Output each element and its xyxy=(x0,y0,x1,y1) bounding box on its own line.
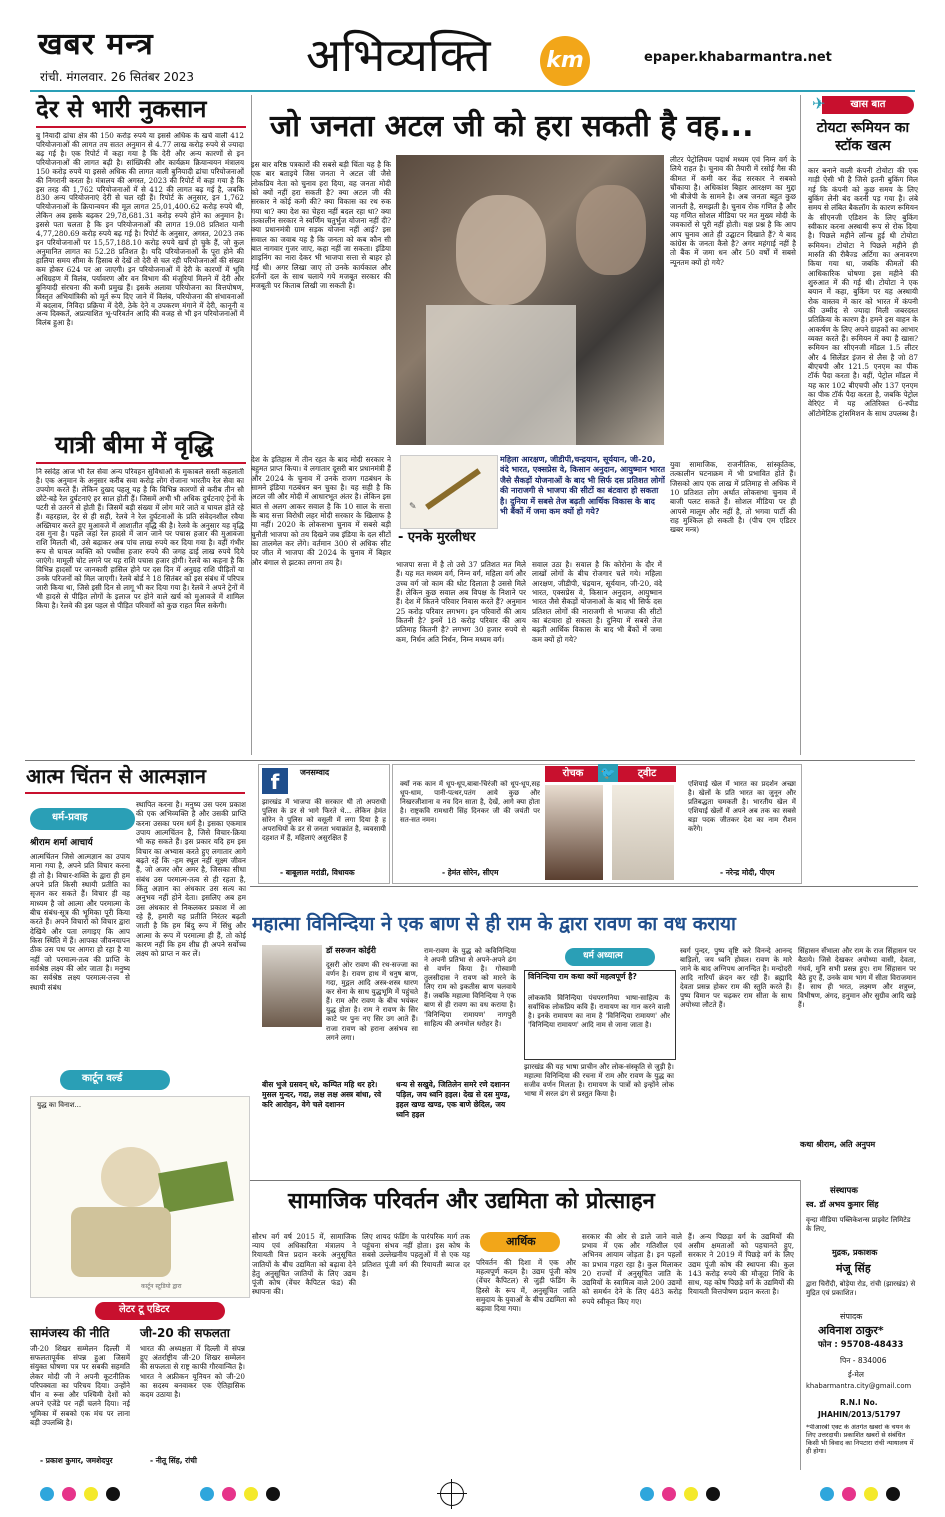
registration-mark xyxy=(886,1487,900,1501)
editorial2-body: नि स्संदेह आज भी रेल सेवा अन्य परिवहन सुविधाओं के मुकाबले सस्ती कहलाती है। एक अनुमान के अनुसार करीब सवा करोड़ लोग रोजाना भारतीय रेल सेवा का उपयोग करते हैं। लेकिन दुखद पहलू यह है कि विभिन्न कारणों से करीब तीन सौ छोटे-बड़े रेल दुर्घटनाएं हर साल होती हैं। जिसमें अभी भी अधिक दुर्घटनाएं ट्रेनों के पटरी से उतरने से होती हैं। जिसमें बड़ी संख्या में लोग मारे जाते व घायल होते रहे हैं। वहरहाल, देर से ही सही, रेलवे ने रेल दुर्घटनाओं के प्रति संवेदनशील रवैया अख्तियार करते हुए मुआवजे में आशातीत वृद्धि की है। रेलवे के अनुसार यह वृद्धि दस गुना है। पहले जहां रेल हादसे में जान जाने पर पचास हजार की मुआवजा राशि मिलती थी, उसे बढ़ाकर अब पांच लाख रुपये कर दिया गया है। वहीं गंभीर रूप से घायल व्यक्ति को पच्चीस हजार रुपये की जगह ढाई लाख रुपये दिये जाएंगे। मामूली चोट लगने पर यह राशि पचास हजार होगी। रेलवे का कहना है कि विभिन्न हादसों पर जानकारी हासिल होने पर दस दिन में अनुग्रह राशि पीड़ितों या उनके परिजनों को मिल जाएगी। रेलवे बोर्ड ने 18 सितंबर को इस संबंध में परिपत्र जारी किया था, जिसे इसी दिन से लागू भी कर दिया गया है। रेलवे ने अपने ट्रेनों में भी हादसे से पीड़ित लोगों के इलाज पर होने वाले खर्च को मुआवजे में शामिल किया है। रेलवे की इस पहल से पीड़ित परिवारों को कुछ राहत मिल सकेगी। xyxy=(36,468,244,610)
imprint-email-label: ई-मेल xyxy=(848,1370,864,1379)
imprint-name1: मंजू सिंह xyxy=(836,1262,871,1275)
samajik-col2: लिए शायद फंडिंग के पारंपरिक मार्ग तक पहुंचना संभव नहीं होता। इस कोष के सबसे उल्लेखनीय पहलुओं में से एक यह प्रतिशत पूंजी वर्ग की रियायती ब्याज दर है। xyxy=(362,1232,470,1278)
mahatma-col1: दूसरी ओर रावण की रथ-सज्जा का वर्णन है। रावण हाथ में धनुष बाण, गदा, मुद्गल आदि अस्त्र-शस्त्र धारण कर सेना के साथ युद्धभूमि में पहुंचते हैं। राम और रावण के बीच भयंकर युद्ध होता है। राम ने रावण के सिर काटे पर पुनः नए सिर उग आते हैं। राजा रावण को हराना असंभव सा लगने लगा। xyxy=(326,960,418,1042)
mahatma-col2: राम-रावण के युद्ध को कविनिन्दिया ने अपनी प्रतिभा से अपने-अपने ढंग से वर्णन किया है। गोस्वामी तुलसीदास ने रावण को मारने के लिए राम को इकतीस बाण चलवाये हैं। जबकि महात्मा विनिन्दिया ने एक बाण से ही रावण का वध कराया है। 'विनिन्दिया रामायण' नागपुरी साहित्य की अनमोल धरोहर है। xyxy=(424,946,516,1028)
imprint-phone: फोन : 95708-48433 xyxy=(818,1340,904,1350)
samajik-col1: सौरभ वर्ग वर्ष 2015 में, सामाजिक न्याय एवं अधिकारिता मंत्रालय ने रियायती वित्त प्रदान करके अनुसूचित जातियों के बीच उद्यमिता को बढ़ावा देने हेतु अनुसूचित जातियों के लिए उद्यम पूंजी कोष (वेंचर कैपिटल फंड) की स्थापना की। xyxy=(252,1232,356,1297)
main-col4: भाजपा सत्ता में है तो उसे 37 प्रतिशत मत मिले हैं। यह मत मध्यम वर्ग, निम्न वर्ग, महिला वर्ग और उच्च वर्ग जो काम की थोट दिलाता है उससे मिले हैं। लेकिन कुछ सवाल अब विपक्ष के निशाने पर हैं। देश में कितने परिवार निवास करते हैं? अनुमान 25 करोड़ परिवार लगभग। इन परिवारों की आय कितनी है? इनमें 18 करोड़ परिवार की आय प्रतिमाह कितनी है? लगभग 30 हजार रुपये से कम, निर्धन अति निर्धन, निम्न मध्यम वर्ग। xyxy=(396,560,526,644)
mahatma-headline: महात्मा विनिन्दिया ने एक बाण से ही राम के द्वारा रावण का वध कराया xyxy=(252,913,736,935)
main-col2: देश के इतिहास में तीन रहत के बाद मोदी सरकार ने बहुमत प्राप्त किया। वे लगातार दूसरी बार प्रधानमंत्री हैं और 2024 के चुनाव में उनके राजग गठबंधन के सामने इंडिया गठबंधन बन चुका है। यह सही है कि अटल जी और मोदी में आधारभूत अंतर है। लेकिन इस बात से अलग आकर सवाल है कि 10 साल के सत्ता के बाद सत्ता विरोधी लहर मोदी सरकार के खिलाफ है या नहीं। 2020 के लोकसभा चुनाव में सबसे बड़ी चुनौती भाजपा को तय दिखने जब इंडिया के दल सीटों का तालमेल कर लेंगे। वर्तमान 300 से अधिक सीट पर जीत में भाजपा की 2024 के चुनाव में बिहार और बंगाल से झटका लगना तय है। xyxy=(251,455,391,567)
pull-quote: महिला आरक्षण, जीडीपी,चन्द्रयान, सूर्ययान, जी-20, वंदे भारत, एक्सप्रेस वे, किसान अनुदान, आयुष्मान भारत जैसे सैकड़ों योजनाओं के बाद भी सिर्फ दस प्रतिशत लोगों की नाराजगी से भाजपा की सीटों का बंटवारा हो सकता है। दुनिया में सबसे तेज बढ़ती आर्थिक विकास के बाद भी बैंकों में जमा कम क्यों हो गये? xyxy=(500,455,665,516)
hemant-photo xyxy=(545,785,603,880)
atma-chintan-title: आत्म चिंतन से आत्मज्ञान xyxy=(26,764,206,788)
dharm-pravah-label: धर्म-प्रवाह xyxy=(52,812,88,823)
mahatma-box-body: लोककवि विनिन्दिया पंचपरगनिया भाषा-साहित्य के सर्वाधिक लोकप्रिय कवि हैं। रामायण का गान करने वाली है। इनके रामायण का नाम है 'विनिन्दिया रामायण' और 'विनिन्दिया रामायण' आदि नाम से जाना जाता है। xyxy=(528,994,670,1029)
rochak-tag xyxy=(545,766,601,782)
registration-mark xyxy=(244,1487,258,1501)
mahatma-col5: सिंहासन सँभाला और राम के राज सिंहासन पर बैठाये। जिसे देखकर अयोध्या वासी, देवता, गंधर्व, मुनि सभी प्रसन्न हुए। राम सिंहासन पर बैठे हुए हैं, उनके वाम भाग में सीता विराजमान हैं। साथ ही भरत, लक्ष्मण और शत्रुघ्न, विभीषण, अंगद, हनुमान और सुग्रीव आदि खड़े हैं। xyxy=(798,946,916,1010)
registration-mark xyxy=(84,1487,98,1501)
registration-mark xyxy=(640,1487,654,1501)
registration-mark xyxy=(266,1487,280,1501)
khas-baat-title: टोयटा रूमियन का स्टॉक खत्म xyxy=(816,120,910,154)
plane-icon: ✈ xyxy=(812,94,826,113)
dharm-pravah-badge xyxy=(30,808,135,830)
letter1-author: - प्रकाश कुमार, जमशेदपुर xyxy=(40,1456,113,1465)
registration-mark xyxy=(662,1487,676,1501)
facebook-icon: f xyxy=(262,768,288,794)
modi-photo xyxy=(612,785,674,880)
mahatma-col4: स्वर्ग पुन्दर, पुष्प वृष्टि करे विनन्दे आनन्द बाड़िलो, जय ध्वनि होवल। रावण के मारे जाने के बाद अग्निपथ आनन्दित है। मन्दोदरी आदि नारियाँ क्रंदन कर रही हैं। ब्रह्मादि देवता प्रसन्न होकर राम की स्तुति करते हैं। पुष्प विमान पर चढ़कर राम सीता के साथ अयोध्या लौटते हैं। xyxy=(680,946,792,1010)
jansamvad-tag: जनसम्वाद xyxy=(300,768,330,777)
imprint-rni-no: JHAHIN/2013/51797 xyxy=(818,1410,901,1419)
khas-baat-tag xyxy=(822,96,914,114)
khas-baat-tag-label: खास बात xyxy=(850,99,886,110)
cartoon-caption: युद्ध का विनाश... xyxy=(37,1101,82,1109)
left-tweet-author: - हेमंत सोरेन, सीएम xyxy=(442,868,499,877)
imprint-name2: अविनाश ठाकुर* xyxy=(818,1324,884,1337)
pen-illustration: ✎ xyxy=(400,455,498,529)
imprint-publisher: वृन्दा मीडिया पब्लिकेशन्स प्राइवेट लिमिटेड के लिए, xyxy=(806,1216,911,1233)
cartoon-image xyxy=(30,1096,250,1298)
samajik-headline: सामाजिक परिवर्तन और उद्यमिता को प्रोत्साहन xyxy=(288,1189,655,1214)
cartoon-badge xyxy=(60,1070,170,1090)
mahatma-quote-left: बीस भुजे ग्रसवन् धरे, कम्पित महि थर हरे। मुसल मुन्दर, गदा, लक्ष लक्ष अस्त्र बांधा, रवे करि आरोहन, वेगे चले दशानन xyxy=(262,1080,382,1110)
crosshair-icon xyxy=(440,1482,464,1506)
editorial1-body: बु नियादी ढांचा क्षेत्र की 150 करोड़ रुपये या इससे अधिक के खर्च वाली 412 परियोजनाओं की लागत तय सतत अनुमान से 4.77 लाख करोड़ रुपये से ज्यादा बढ़ गई है। एक रिपोर्ट में कहा गया है कि देरी और अन्य कारणों से इन परियोजनाओं की लागत बढ़ी है। सांख्यिकी और कार्यक्रम क्रियान्वयन मंत्रालय 150 करोड़ रुपये या इससे अधिक की लागत वाली बुनियादी ढांचा परियोजनाओं की निगरानी करता है। मंत्रालय की अगस्त, 2023 की रिपोर्ट में कहा गया है कि इस तरह की 1,762 परियोजनाओं में से 412 की लागत बढ़ गई है, जबकि 830 अन्य परियोजनाएं देरी से चल रही हैं। रिपोर्ट के अनुसार, इन 1,762 परियोजनाओं के क्रियान्वयन की मूल लागत 25,01,400.62 करोड़ रुपये थी, लेकिन अब इसके बढ़कर 29,78,681.31 करोड़ रुपये होने का अनुमान है। इससे पता चलता है कि इन परियोजनाओं की लागत 19.08 प्रतिशत यानी 4,77,280.69 करोड़ रुपये बढ़ गई है। रिपोर्ट के अनुसार, अगस्त, 2023 तक इन परियोजनाओं पर 15,57,188.10 करोड़ रुपये खर्च हो चुके हैं, जो कुल अनुमानित लागत का 52.28 प्रतिशत है। यदि परियोजनाओं के पूरा होने की हालिया समय सीमा के हिसाब से देखें तो देरी से चल रही परियोजनाओं की संख्या कम होकर 624 पर आ जाएगी। इन परियोजनाओं में देरी के कारणों में भूमि अधिग्रहण में विलंब, पर्यावरण और वन विभाग की मंजूरियां मिलने में देरी और बुनियादी संरचना की कमी प्रमुख हैं। इसके अलावा परियोजना का वित्तपोषण, विस्तृत अभियांत्रिकी को मूर्त रूप दिए जाने में विलंब, परियोजना की संभावनाओं में बदलाव, निविदा प्रक्रिया में देरी, ठेके देने व उपकरण मंगाने में देरी, कानूनी व अन्य दिक्कतें, अप्रत्याशित भू-परिवर्तन आदि की वजह से भी इन परियोजनाओं में विलंब हुआ है। xyxy=(36,132,244,328)
imprint-founder: स्व. डॉ अभय कुमार सिंह xyxy=(806,1200,879,1209)
imprint-rni: R.N.I No. xyxy=(840,1398,878,1407)
author-photo xyxy=(262,945,322,1027)
byline: - एनके मुरलीधर xyxy=(398,530,476,545)
letter-tag-label: लेटर टू एडिटर xyxy=(119,1304,170,1315)
jansamvad-quote: झारखंड में भाजपा की सरकार थी तो अपराधी पुलिस के डर से भागे फिरते थे... लेकिन हेमंत सोरेन ने पुलिस को वसूली में लगा दिया है ह अपराधियों के डर से जनता भयाक्रांत है, व्यवसायी दहशत में हैं, महिलाएं असुरक्षित हैं xyxy=(262,798,386,842)
registration-mark xyxy=(40,1487,54,1501)
imprint-heading: संस्थापक xyxy=(830,1186,858,1196)
registration-mark xyxy=(684,1487,698,1501)
letter1-title: सामंजस्य की नीति xyxy=(30,1326,110,1340)
imprint-role2: संपादक xyxy=(840,1312,863,1321)
dharm-adhyatm-label: धर्म अध्यात्म xyxy=(583,951,623,961)
mahatma-conclusion: कथा श्रीराम, अति अनुपम xyxy=(800,1140,876,1149)
editorial1-title: देर से भारी नुकसान xyxy=(36,95,207,123)
registration-mark xyxy=(820,1487,834,1501)
mahatma-box-title: विनिन्दिया राम कथा क्यों महत्वपूर्ण है? xyxy=(528,972,637,981)
left-tweet-quote: क्यों नक कान में धूप-धूप,बाबा-चिरंजी को धूप-धूप,सह धूप-धाम, पानी-पत्थर,पतंग आये कुछ और निखरजीशाना व नव दिन साता है, देखें, आगे क्या होता है। राष्ट्रकवि रामधारी सिंह दिनकर जी की जयंती पर सत-सत नमन। xyxy=(400,780,540,824)
letter1-body: जी-20 शिखर सम्मेलन दिल्ली में सफलतापूर्वक संपन्न हुआ जिसमें संयुक्त घोषणा पत्र पर सबकी सहमति लेकर मोदी जी ने अपनी कूटनीतिक परिपक्वता का परिचय दिया। उन्होंने चीन व रूस और पश्चिमी देशों को अपने एजेंडे पर नहीं चलने दिया। नई भूमिका में सबको एक मंच पर लाना बड़ी उपलब्धि है। xyxy=(30,1344,130,1427)
atma-author: श्रीराम शर्मा आचार्य xyxy=(30,838,93,848)
main-headline: जो जनता अटल जी को हरा सकती है वह... xyxy=(270,109,754,144)
cartoon-tag-label: कार्टून वर्ल्ड xyxy=(82,1073,123,1084)
registration-mark xyxy=(200,1487,214,1501)
mahatma-col3: झारखंड की यह भाषा प्राचीन और लोक-संस्कृति से जुड़ी है। महात्मा विनिन्दिया की रचना में राम और रावण के युद्ध का सजीव वर्णन मिलता है। रामायण के पात्रों को इन्होंने लोक भाषा में सरल ढंग से प्रस्तुत किया है। xyxy=(524,1062,674,1099)
arthik-badge xyxy=(480,1232,560,1252)
registration-mark xyxy=(842,1487,856,1501)
registration-mark xyxy=(222,1487,236,1501)
arthik-tag-label: आर्थिक xyxy=(506,1235,536,1248)
twitter-icon: 🐦 xyxy=(598,764,618,782)
website-link[interactable]: epaper.khabarmantra.net xyxy=(644,50,832,65)
tweet-tag xyxy=(618,766,676,782)
main-col1: इस बार वरिष्ठ पत्रकारों की सबसे बड़ी चिंता यह है कि एक बार बताइये जिस जनता ने अटल जी जैसे लोकप्रिय नेता को चुनाव हरा दिया, वह जनता मोदी को क्यों नहीं हरा सकती है? क्या अटल जी की सरकार ने कोई कमी की? क्या विकास का रथ रुक गया था? क्या देश का चेहरा नहीं बदल रहा था? क्या तत्कालीन सरकार ने स्वर्णिम चतुर्भुज योजना नहीं दी? क्या प्रधानमंत्री ग्राम सड़क योजना नहीं आई? इस सवाल का जवाब यह है कि जनता को कब कौन सी बात नागवार गुजर जाए, कहा नहीं जा सकता। इंडिया शाइनिंग का नारा देकर भी भाजपा सत्ता से बाहर हो गई थी। अगर लिखा जाए तो उनके कार्यकाल और दर्जनों दल के साथ चलाये गये मजबूत सरकार की मजबूती पर किताब लिखी जा सकती है। xyxy=(251,160,391,291)
main-col6: युवा सामाजिक, राजनीतिक, सांस्कृतिक, तत्कालीन घटनाक्रम में भी प्रभावित होते हैं। जिसको आप एक लाख में प्रतिमाह से अधिक में 10 प्रतिशत लोग अर्थात लोकसभा चुनाव में बाजी पलट सकते हैं। सोशल मीडिया पर ही आपसे मालूम और नहीं है, तो भगवा पार्टी की राह मुश्किल हो सकती है। (पीच एम एडिटर खबर मन्त्र) xyxy=(670,460,796,535)
rochak-tag-label: रोचक xyxy=(562,768,584,779)
logo-letters: km xyxy=(546,47,584,73)
samajik-col3: परिवर्तन की दिशा में एक और महत्वपूर्ण कदम है। उद्यम पूंजी कोष (वेंचर कैपिटल) से जुड़ी फंडिंग के हिस्से के रूप में, अनुसूचित जाति समुदाय के युवाओं के बीच उद्यमिता को बढ़ावा दिया गया। xyxy=(476,1258,576,1314)
imprint-note: *पीआरबी एक्ट के अंतर्गत खबरों के चयन के लिए उत्तरदायी। प्रकाशित खबरों से संबंधित किसी भी विवाद का निपटारा रांची न्यायालय में ही होगा। xyxy=(806,1424,914,1455)
imprint-address: द्वारा चिरौंदी, बोड़ेया रोड, रांची (झारखंड) से मुद्रित एवं प्रकाशित। xyxy=(806,1280,916,1297)
registration-mark xyxy=(62,1487,76,1501)
logo[interactable] xyxy=(540,36,590,86)
letter2-body: भारत की अध्यक्षता में दिल्ली में संपन्न हुए अंतर्राष्ट्रीय जी-20 शिखर सम्मेलन की सफलता से राष्ट्र काफी गौरवान्वित है। भारत ने अफ्रीकन यूनियन को जी-20 का सदस्य बनवाकर एक ऐतिहासिक कदम उठाया है। xyxy=(140,1344,245,1400)
imprint-role1: मुद्रक, प्रकाशक xyxy=(832,1248,878,1257)
paper-name: खबर मन्त्र xyxy=(38,27,154,62)
imprint-pin: पिन - 834006 xyxy=(840,1356,887,1365)
editorial2-title: यात्री बीमा में वृद्धि xyxy=(55,431,214,459)
khas-baat-body: कार बनाने वाली कंपनी टोयोटा की एक गाड़ी ऐसी भी है जिसे इतनी बुकिंग मिल गई कि कंपनी को कुछ समय के लिए बुकिंग लेनी बंद करनी पड़ गया है। लंबे समय से लंबित बैकलॉग के कारण रूमियन के सीएनजी एडिशन के लिए बुकिंग स्वीकार करना अस्थायी रूप से रोक दिया है। पिछले महीने लॉन्च हुई थी टोयोटा रूमियन। टोयोटा ने पिछले महीने ही मारुति की रीबैज्ड अर्टिगा का अनावरण किया गया था, जबकि कीमतों की आधिकारिक घोषणा इस महीने की शुरुआत में की गई थी। टोयोटा ने एक बयान में कहा, बुकिंग पर यह अस्थायी रोक वास्तव में कार को भारत में कंपनी की उम्मीद से ज्यादा मिली जबरदस्त प्रतिक्रिया के कारण है। हमने इस वाहन के आकर्षण के लिए अपने ग्राहकों का आभार व्यक्त करते हैं। रूमियन में क्या है खास? रूमियन का सीएनजी मॉडल 1.5 लीटर और 4 सिलेंडर इंजन से लैस है जो 87 बीएचपी और 121.5 एनएम का पीक टॉर्क पैदा करता है। वहीं, पेट्रोल मॉडल में यह कार 102 बीएचपी और 137 एनएम का पीक टॉर्क पैदा करता है, जबकि पेट्रोल वेरिएंट में यह अतिरिक्त 6-स्पीड ऑटोमेटिक ट्रांसमिशन के साथ उपलब्ध है। xyxy=(808,166,918,418)
cartoon-credit: कार्टून स्टूडियो द्वारा xyxy=(141,1283,182,1290)
registration-mark xyxy=(106,1487,120,1501)
imprint-email[interactable]: khabarmantra.city@gmail.com xyxy=(806,1382,912,1390)
jansamvad-author: - बाबूलाल मरांडी, विधायक xyxy=(280,868,355,877)
main-col5: सवाल उठा है। सवाल है कि कोरोना के दौर में लाखों लोगों के बीच रोजगार चले गये। महिला आरक्षण, जीडीपी, चंद्रयान, सूर्ययान, जी-20, वंदे भारत, एक्सप्रेस वे, किसान अनुदान, आयुष्मान भारत जैसे सैकड़ों योजनाओं के बाद भी सिर्फ दस प्रतिशत लोगों की नाराजगी से भाजपा की सीटों का बंटवारा हो सकता है। दुनिया में सबसे तेज बढ़ती आर्थिक विकास के बाद भी बैंकों में जमा कम क्यों हो गये? xyxy=(532,560,662,644)
letter2-author: - नीतू सिंह, रांची xyxy=(150,1456,197,1465)
mahatma-author: डॉ सरुजन कोईरी xyxy=(326,946,376,955)
right-tweet-quote: एशियाई खेल में भारत का प्रदर्शन अच्छा है। खेलों के प्रति भारत का जुनून और प्रतिबद्धता चमकती है। भारतीय खेल में एशियाई खेलों में अपने अब तक का सबसे बड़ा पदक जीतकर देश का नाम रौशन करेंगे। xyxy=(688,780,796,833)
samajik-col4: सरकार की ओर से डाले जाने वाले प्रभाव में एक और गतिशील एवं अभिनव आयाम जोड़ता है। इन पहलों का प्रभाव गहरा रहा है। कुल मिलाकर 20 राज्यों में अनुसूचित जाति के उद्यमियों के स्वामित्व वाले 200 उद्यमों को समर्थन देने के लिए 483 करोड़ रुपये स्वीकृत किए गए। xyxy=(582,1232,682,1306)
politicians-photo xyxy=(396,155,664,445)
tweet-tag-label: ट्वीट xyxy=(637,768,657,779)
atma-col1: आत्मचिंतन जिसे आत्मज्ञान का उपाय माना गया है, अपने प्रति विचार करना ही तो है। विचार-शक्ति के द्वारा ही हम अपने प्रति किसी स्थायी प्रतीति का सृजन कर सकते हैं। विचार ही वह माध्यम है जो आत्मा और परमात्मा के बीच संबंध-सूत्र की भूमिका पूरी किया करते हैं। अपने विचारों को विचार द्वारा देखिये और पता लगाइए कि आप किस स्थिति में हैं। आपका जीवनयापन ठीक उस पथ पर आगरा हो रहा है या नहीं जो परमात्म-तत्व की प्राप्ति के सर्वश्रेष्ठ लक्ष्य की ओर जाता है। मनुष्य का सर्वश्रेष्ठ लक्ष्य परमात्म-तत्त्व से स्थायी संबंध xyxy=(30,852,130,992)
registration-mark xyxy=(864,1487,878,1501)
dharm-adhyatm-badge xyxy=(565,948,655,966)
dateline: रांची. मंगलवार. 26 सितंबर 2023 xyxy=(40,70,195,84)
main-col3: लीटर पेट्रोलियम पदार्थ मध्यम एवं निम्न वर्ग के लिये राहत है। चुनाव की तैयारी में रसोई गैस की कीमत में कमी कर केंद्र सरकार ने सबको चौंकाया है। अधिकांश बिहार आरक्षण का मुद्दा भी बीजेपी के सामने है। अब जनता बहुत कुछ जानती है, समझती है। चुनाव रोक गणित है और यह गणित सोशल मीडिया पर मत मुख्य मोदी के जवकारों से पूरी नहीं होती। यक्ष प्रश्न है कि आप आप चुनाव आते ही उद्घाटन दिखाते हैं? ये बाद कांग्रेस के जनता कैसे है? अगर महंगाई नहीं है तो बैंक में जमा धन और 50 वर्षों में सबसे न्यूनतम क्यों हो गये? xyxy=(670,155,796,267)
section-title: अभिव्यक्ति xyxy=(306,28,491,82)
registration-mark xyxy=(706,1487,720,1501)
mahatma-quote-mid: धन्य से सखुवे, जितिलेन समरे रणे दशानन पड़िल, जय ध्वनि हइल। देख से दस मुण्ड, इहल खण्ड खण्ड, एक बाणे छेदिल, जय ध्वनि हइल xyxy=(396,1080,511,1120)
samajik-col5: हैं। अन्य पिछड़ा वर्ग के उद्यमियों की असीम क्षमताओं को पहचानते हुए, सरकार ने 2019 में पिछड़े वर्ग के लिए उद्यम पूंजी कोष की स्थापना की। कुल 143 करोड़ रुपये की मौजूदा निधि के साथ, यह कोष पिछड़े वर्ग के उद्यमियों की रियायती वित्तपोषण प्रदान करता है। xyxy=(688,1232,794,1297)
letter2-title: जी-20 की सफलता xyxy=(140,1326,230,1340)
atma-col2: स्थापित करना है। मनुष्य उस परम प्रकाश की एक अभिव्यक्ति है और उसकी प्राप्ति करना उसका परम धर्म है। इसका एकमात्र उपाय आत्मचिंतन है, जिसे विचार-क्रिया भी कह सकते हैं। इस प्रकार यदि हम इस विचार का अभ्यास करते हुए लगातार आगे बढ़ते रहें कि -हम स्थूल नहीं सूक्ष्म जीवन हैं, जो अजर और अमर है, जिसका सीधा संबंध उस परमात्म-तत्व से ही रहता है, किंतु अज्ञान का अंधकार उस सत्य का अनुभव नहीं होने देता। इसलिए अब हम उस अंधकार से निकलकर प्रकाश में आ रहे हैं, हमारी यह प्रतीति निरंतर बढ़ती जाती है कि हम बिंदु रूप में सिंधु और आत्मा के रूप में परमात्मा ही हैं, तो कोई कारण नहीं कि हम शीघ्र ही अपने सर्वोच्च लक्ष्य को प्राप्त न कर लें। xyxy=(136,800,246,959)
letter-badge xyxy=(95,1302,225,1320)
right-tweet-author: - नरेन्द्र मोदी, पीएम xyxy=(720,868,775,877)
